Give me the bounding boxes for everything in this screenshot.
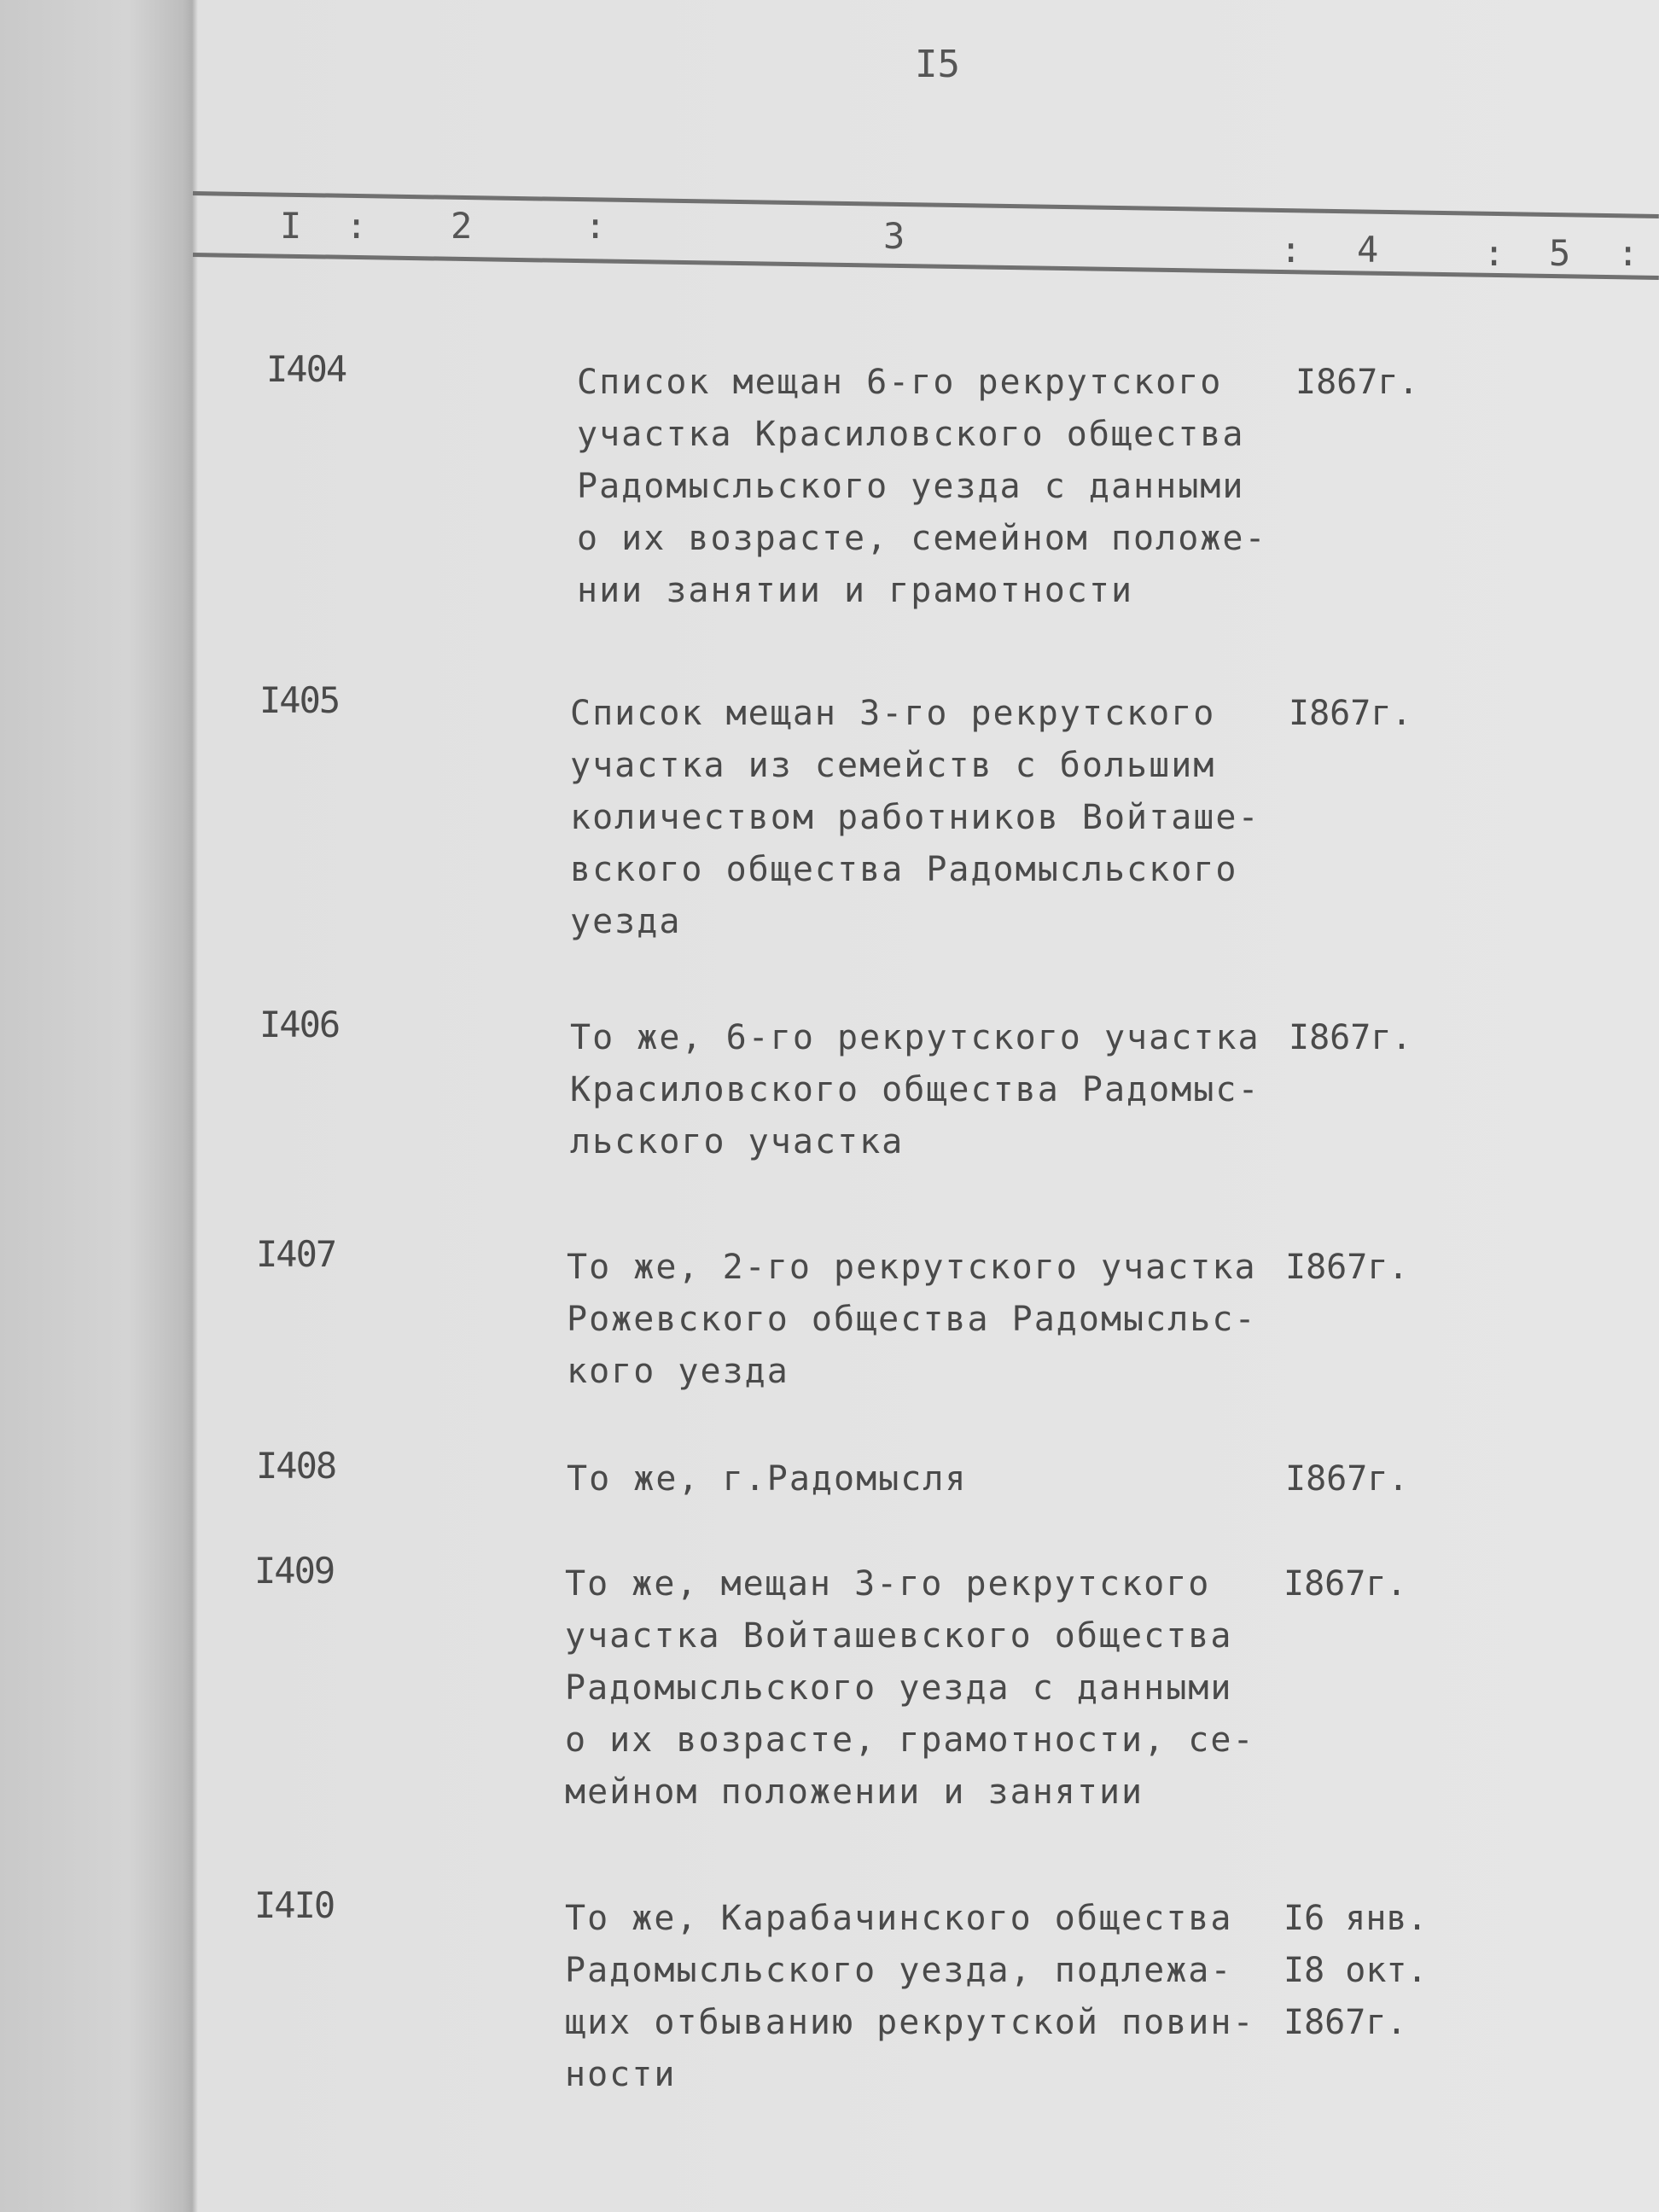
entry-number: I407 xyxy=(256,1233,336,1275)
column-header-4: 4 xyxy=(1357,229,1379,271)
entry-description: То же, 2-го рекрутского участка Рожевского общества Радомысльс- кого уезда xyxy=(567,1248,1257,1391)
column-separator: : xyxy=(1617,232,1639,274)
entry-date: I867г. xyxy=(1289,1018,1412,1057)
entry-number: I409 xyxy=(254,1550,335,1592)
column-header-1: I xyxy=(280,205,302,247)
entry-date: I867г. xyxy=(1285,1248,1409,1287)
entry-description: То же, Карабачинского общества Радомысльского уезда, подлежа- щих отбыванию рекрутской повин- ности xyxy=(565,1899,1255,2094)
entry-date: I867г. xyxy=(1284,1564,1407,1604)
entry-description: То же, 6-го рекрутского участка Красиловского общества Радомыс- льского участка xyxy=(570,1018,1260,1161)
entry-date: I6 янв. I8 окт. I867г. xyxy=(1284,1899,1428,2042)
column-separator: : xyxy=(1483,232,1505,274)
entry-description: То же, мещан 3-го рекрутского участка Войташевского общества Радомысльского уезда с данными о их возрасте, грамотности, се- мейном положении и занятии xyxy=(565,1564,1255,1812)
entry-description: То же, г.Радомысля xyxy=(567,1459,968,1499)
column-header-2: 2 xyxy=(451,205,473,247)
column-separator: : xyxy=(346,205,368,247)
page-number: I5 xyxy=(915,43,960,86)
column-header-3: 3 xyxy=(883,215,905,257)
entry-number: I4I0 xyxy=(254,1884,335,1926)
column-header-5: 5 xyxy=(1549,232,1571,274)
entry-description: Список мещан 6-го рекрутского участка Красиловского общества Радомысльского уезда с данными о их возрасте, семейном положе- нии занятии и грамотности xyxy=(577,363,1267,610)
entry-number: I405 xyxy=(259,679,340,721)
entry-description: Список мещан 3-го рекрутского участка из семейств с большим количеством работников Войташе- вского общества Радомысльского уезда xyxy=(570,694,1260,941)
table-header-bottom-rule xyxy=(193,253,1659,280)
entry-date: I867г. xyxy=(1285,1459,1409,1499)
entry-number: I406 xyxy=(259,1004,340,1045)
entry-date: I867г. xyxy=(1289,694,1412,733)
entry-number: I404 xyxy=(266,348,346,390)
entry-date: I867г. xyxy=(1295,363,1419,402)
column-separator: : xyxy=(1280,229,1302,271)
entry-number: I408 xyxy=(256,1445,336,1487)
column-separator: : xyxy=(585,205,607,247)
table-header-top-rule xyxy=(193,191,1659,218)
